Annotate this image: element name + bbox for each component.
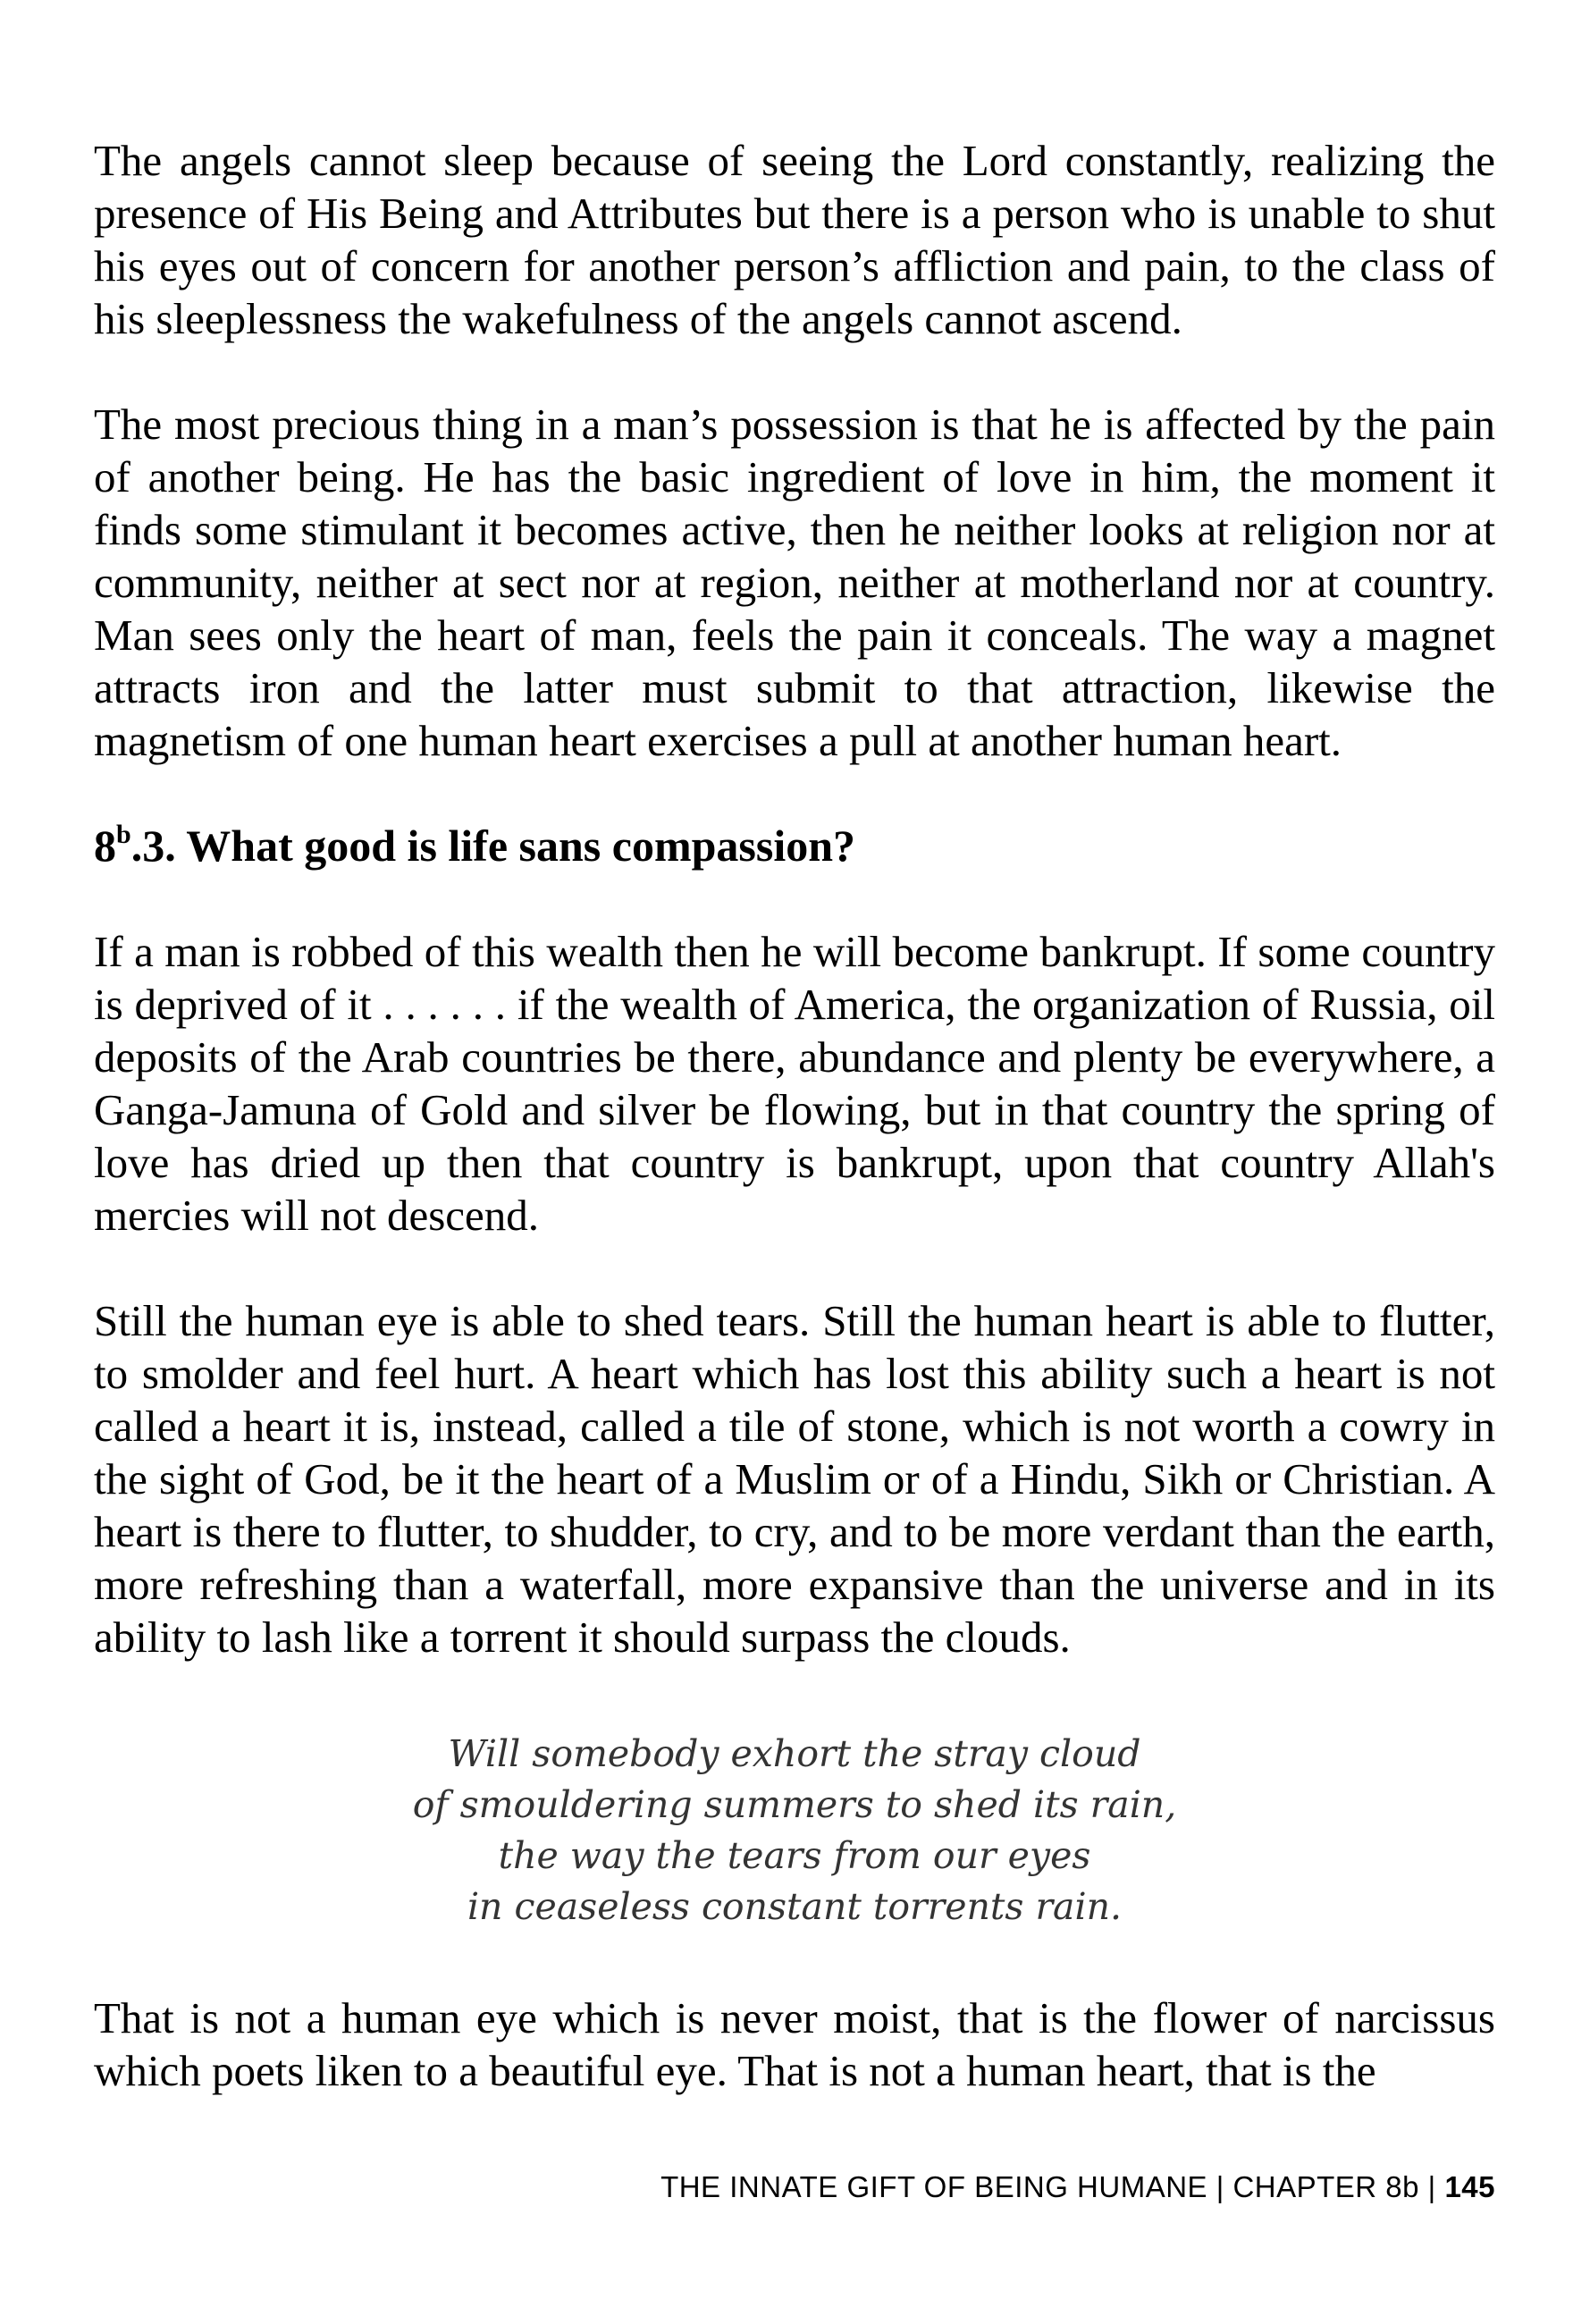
heading-superscript: b — [116, 820, 131, 850]
heading-title: .3. What good is life sans compassion? — [130, 821, 856, 871]
poem-line: Will somebody exhort the stray cloud — [448, 1732, 1141, 1775]
poem-line: the way the tears from our eyes — [498, 1834, 1091, 1877]
section-heading — [94, 820, 1495, 872]
page-body — [94, 134, 1495, 2097]
paragraph-angels: The angels cannot sleep because of seeing the Lord constantly, realizing the presence of His Being and Attributes but there is a person who is unable to shut his eyes out of concern for another person’s affliction and pain, to the class of his sleeplessness the wakefulness of the angels cannot ascend. — [94, 136, 1495, 343]
paragraph-human-eye: Still the human eye is able to shed tears. Still the human heart is able to flutter, to smolder and feel hurt. A heart which has lost this ability such a heart is not called a heart it is, instead, called a tile of stone, which is not worth a cowry in the sight of God, be it the heart of a Muslim or of a Hindu, Sikh or Christian. A heart is there to flutter, to shudder, to cry, and to be more verdant than the earth, more refreshing than a waterfall, more expansive than the universe and in its ability to lash like a torrent it should surpass the clouds. — [94, 1296, 1495, 1662]
poem-line: of smouldering summers to shed its rain, — [412, 1783, 1177, 1826]
poem-line: in ceaseless constant torrents rain. — [467, 1885, 1123, 1928]
footer-title: THE INNATE GIFT OF BEING HUMANE | CHAPTER 8b | — [660, 2170, 1436, 2203]
heading-number: 8 — [94, 821, 116, 871]
paragraph-narcissus: That is not a human eye which is never moist, that is the flower of narcissus which poets liken to a beautiful eye. That is not a human heart, that is the — [94, 1993, 1495, 2095]
running-footer — [94, 2169, 1495, 2205]
page-number: 145 — [1444, 2170, 1495, 2203]
paragraph-precious-thing: The most precious thing in a man’s possession is that he is affected by the pain of another being. He has the basic ingredient of love in him, the moment it finds some stimulant it becomes active, then he neither looks at religion nor at community, neither at sect nor at region, neither at motherland nor at country. Man sees only the heart of man, feels the pain it conceals. The way a magnet attracts iron and the latter must submit to that attraction, likewise the magnetism of one human heart exercises a pull at another human heart. — [94, 400, 1495, 765]
paragraph-wealth: If a man is robbed of this wealth then he will become bankrupt. If some country is deprived of it . . . . . . if the wealth of America, the organization of Russia, oil deposits of the Arab countries be there, abundance and plenty be everywhere, a Ganga-Jamuna of Gold and silver be flowing, but in that country the spring of love has dried up then that country is bankrupt, upon that country Allah's mercies will not descend. — [94, 927, 1495, 1240]
poem-verse — [94, 1729, 1495, 1932]
